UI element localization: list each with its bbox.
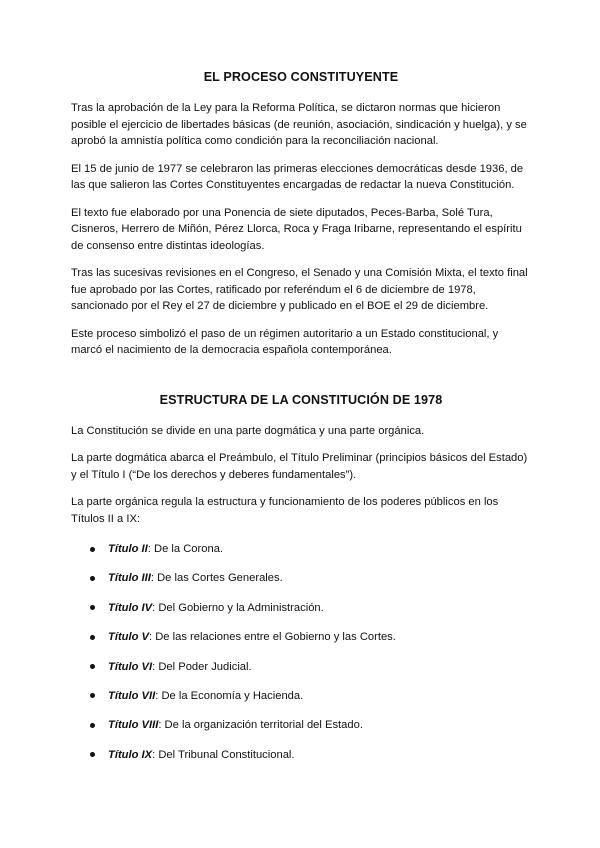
bullet-icon [90, 664, 95, 669]
document-content [71, 70, 531, 776]
titulo-text: : De las relaciones entre el Gobierno y las Cortes. [149, 631, 396, 644]
paragraph: La parte orgánica regula la estructura y funcionamiento de los poderes públicos en los Títulos II a IX: [71, 496, 499, 525]
titulo-name: Título VI [108, 660, 153, 673]
bullet-icon [90, 752, 95, 757]
titulo-name: Título VII [108, 689, 156, 702]
bullet-icon [90, 723, 95, 728]
paragraph: Este proceso simbolizó el paso de un régimen autoritario a un Estado constitucional, y marcó el nacimiento de la democracia española contemporánea. [71, 327, 499, 356]
titulo-text: : Del Poder Judicial. [152, 660, 252, 673]
bullet-icon [90, 693, 95, 698]
titulo-text: : De la Corona. [147, 543, 224, 555]
titulo-name: Título III [108, 572, 151, 585]
list-item [71, 659, 531, 675]
bullet-icon [90, 635, 95, 640]
list-item [71, 688, 531, 704]
bullet-icon [90, 605, 95, 610]
titulo-name: Título II [108, 543, 148, 555]
titulo-name: Título IX [108, 748, 153, 761]
titulos-list [71, 541, 531, 763]
titulo-text: : De las Cortes Generales. [150, 572, 283, 585]
list-item [71, 600, 531, 616]
list-item [71, 717, 531, 733]
titulo-text: : Del Tribunal Constitucional. [152, 748, 295, 761]
paragraph: La Constitución se divide en una parte dogmática y una parte orgánica. [71, 424, 425, 437]
list-item [71, 541, 531, 557]
titulo-text: : De la Economía y Hacienda. [155, 689, 304, 702]
titulo-name: Título IV [108, 601, 153, 614]
titulo-name: Título VIII [108, 719, 159, 732]
bullet-icon [90, 576, 95, 581]
section-heading-proceso-constituyente: EL PROCESO CONSTITUYENTE [203, 70, 399, 84]
paragraph: La parte dogmática abarca el Preámbulo, el Título Preliminar (principios básicos del Estado) y el Título I (“De los derechos y deberes fundamentales”). [71, 452, 528, 481]
section-heading-estructura-constitucion: ESTRUCTURA DE LA CONSTITUCIÓN DE 1978 [159, 392, 443, 407]
paragraph: Tras la aprobación de la Ley para la Reforma Política, se dictaron normas que hicieron posible el ejercicio de libertades básicas (de reunión, asociación, sindicación y huelga), y se aprobó la amnistía política como condición para la reconciliación nacional. [71, 102, 527, 147]
paragraph: El texto fue elaborado por una Ponencia de siete diputados, Peces-Barba, Solé Tura, Cisneros, Herrero de Miñón, Pérez Llorca, Roca y Fraga Iribarne, representando el espíritu de consenso entre distintas ideologías. [71, 206, 522, 252]
titulo-text: : Del Gobierno y la Administración. [152, 601, 324, 614]
bullet-icon [90, 547, 95, 552]
list-item [71, 629, 531, 645]
paragraph: Tras las sucesivas revisiones en el Congreso, el Senado y una Comisión Mixta, el texto final fue aprobado por las Cortes, ratificado por referéndum el 6 de diciembre de 1978, sancionado por el Rey el 27 de diciembre y publicado en el BOE el 29 de diciembre. [71, 267, 528, 312]
list-item [71, 570, 531, 586]
paragraph: El 15 de junio de 1977 se celebraron las primeras elecciones democráticas desde 1936, de las que salieron las Cortes Constituyentes encargadas de redactar la nueva Constitución. [71, 162, 524, 191]
titulo-text: : De la organización territorial del Estado. [158, 719, 363, 732]
list-item [71, 747, 531, 763]
titulo-name: Título V [108, 631, 150, 644]
